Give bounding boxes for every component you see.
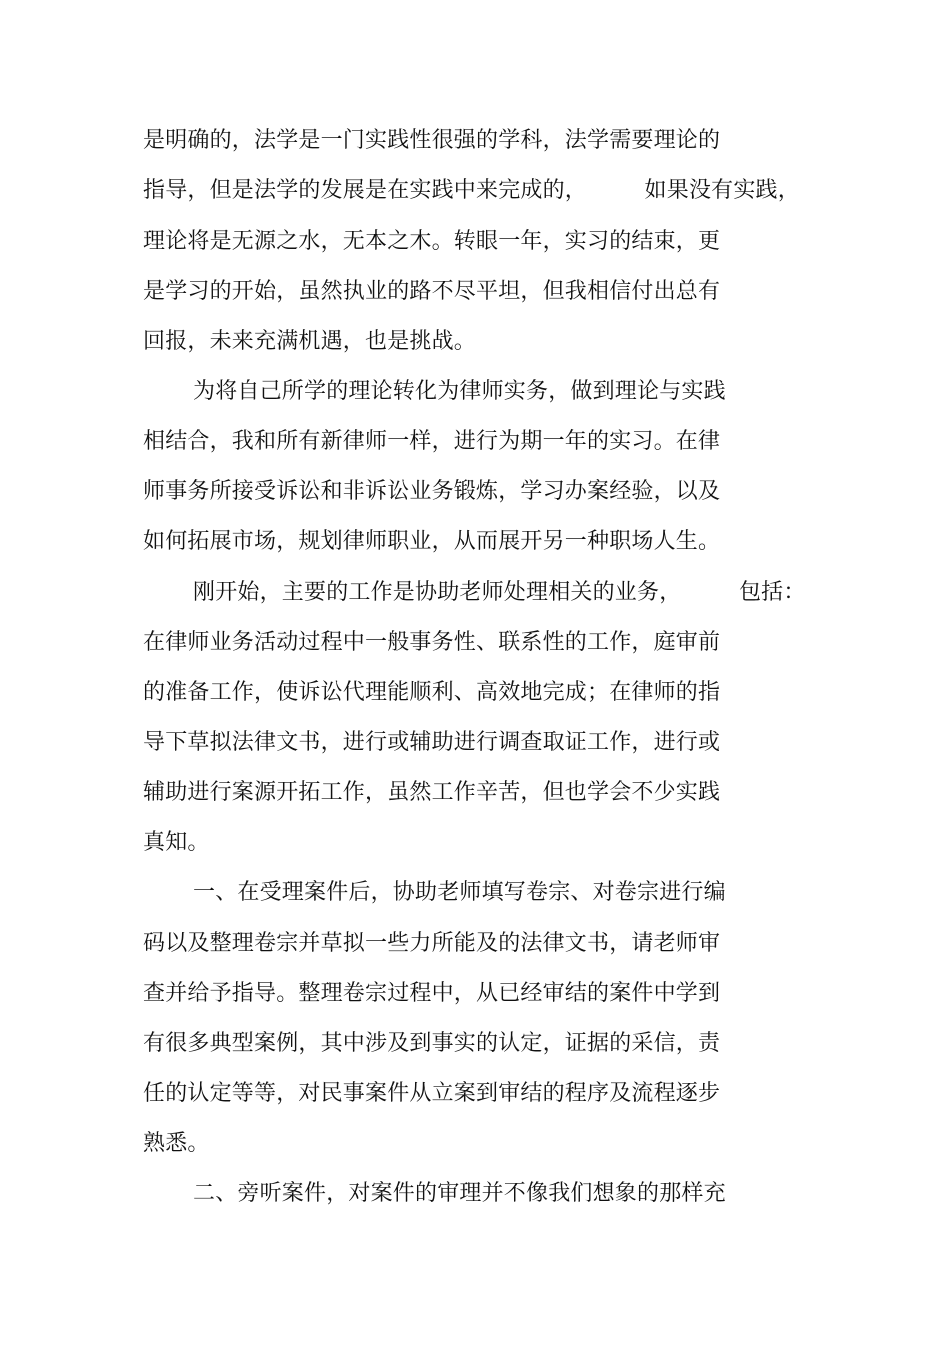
text-line: 是学习的开始，虽然执业的路不尽平坦，但我相信付出总有 <box>143 279 721 304</box>
text-line: 码以及整理卷宗并草拟一些力所能及的法律文书，请老师审 <box>143 931 721 956</box>
text-line: 任的认定等等，对民事案件从立案到审结的程序及流程逐步 <box>143 1081 721 1106</box>
text-line: 理论将是无源之水，无本之木。转眼一年，实习的结束，更 <box>143 229 721 254</box>
text-line: 如何拓展市场，规划律师职业，从而展开另一种职场人生。 <box>143 529 721 554</box>
text-line: 有很多典型案例，其中涉及到事实的认定，证据的采信，责 <box>143 1031 721 1056</box>
text-line: 熟悉。 <box>143 1131 210 1156</box>
paragraph-start-line: 二、旁听案件，对案件的审理并不像我们想象的那样充 <box>193 1181 726 1206</box>
paragraph-start-line: 一、在受理案件后，协助老师填写卷宗、对卷宗进行编 <box>193 880 726 905</box>
text-line: 师事务所接受诉讼和非诉讼业务锻炼，学习办案经验，以及 <box>143 479 721 504</box>
text-line: 相结合，我和所有新律师一样，进行为期一年的实习。在律 <box>143 429 721 454</box>
text-line: 辅助进行案源开拓工作，虽然工作辛苦，但也学会不少实践 <box>143 780 721 805</box>
text-line: 的准备工作，使诉讼代理能顺利、高效地完成；在律师的指 <box>143 680 721 705</box>
text-line: 导下草拟法律文书，进行或辅助进行调查取证工作，进行或 <box>143 730 721 755</box>
text-line: 回报，未来充满机遇，也是挑战。 <box>143 329 477 354</box>
text-line: 真知。 <box>143 830 210 855</box>
text-line: 在律师业务活动过程中一般事务性、联系性的工作，庭审前 <box>143 630 721 655</box>
text-line: 查并给予指导。整理卷宗过程中，从已经审结的案件中学到 <box>143 981 721 1006</box>
text-line: 指导，但是法学的发展是在实践中来完成的， 如果没有实践， <box>143 178 800 203</box>
paragraph-start-line: 为将自己所学的理论转化为律师实务，做到理论与实践 <box>193 379 726 404</box>
text-line: 是明确的，法学是一门实践性很强的学科，法学需要理论的 <box>143 128 721 153</box>
paragraph-start-line: 刚开始，主要的工作是协助老师处理相关的业务， 包括： <box>193 580 806 605</box>
